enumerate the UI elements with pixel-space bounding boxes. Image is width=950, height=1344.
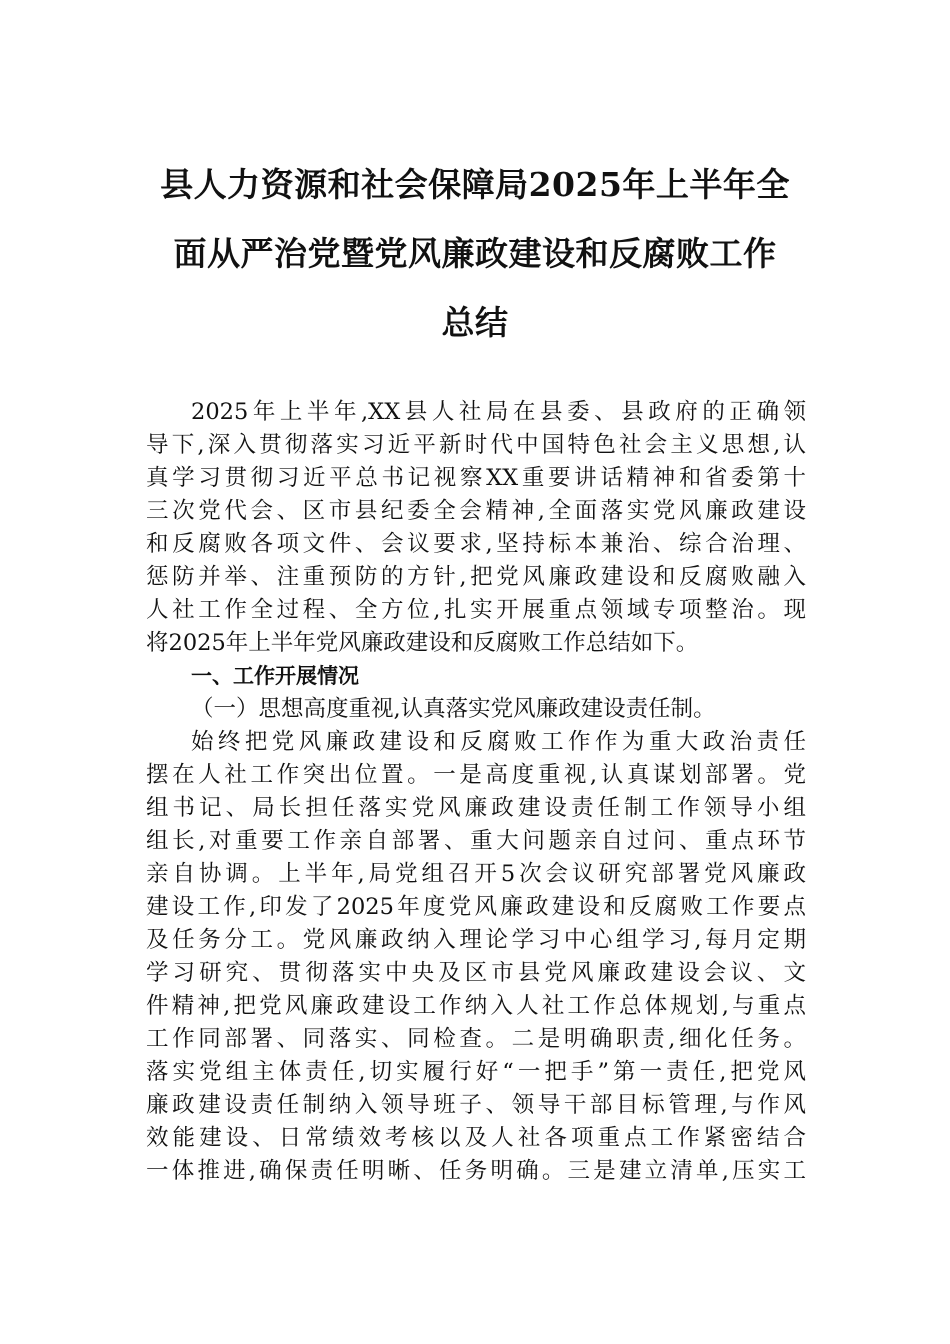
paragraph-line: 和反腐败各项文件、会议要求,坚持标本兼治、综合治理、 — [146, 531, 806, 557]
paragraph-line: 件精神,把党风廉政建设工作纳入人社工作总体规划,与重点 — [146, 993, 806, 1019]
paragraph-line: 摆在人社工作突出位置。一是高度重视,认真谋划部署。党 — [146, 762, 806, 788]
paragraph-line: 将2025年上半年党风廉政建设和反腐败工作总结如下。 — [146, 630, 699, 656]
title-line: 总结 — [441, 303, 509, 342]
subsection-heading: （一）思想高度重视,认真落实党风廉政建设责任制。 — [191, 696, 716, 722]
paragraph-line: 及任务分工。党风廉政纳入理论学习中心组学习,每月定期 — [146, 927, 806, 953]
title-line: 面从严治党暨党风廉政建设和反腐败工作 — [173, 234, 777, 273]
title-line: 县人力资源和社会保障局2025年上半年全 — [160, 165, 790, 204]
paragraph-line: 建设工作,印发了2025年度党风廉政建设和反腐败工作要点 — [146, 894, 806, 920]
paragraph-line: 人社工作全过程、全方位,扎实开展重点领域专项整治。现 — [146, 597, 806, 623]
paragraph-line: 组书记、局长担任落实党风廉政建设责任制工作领导小组 — [146, 795, 806, 821]
paragraph-line: 一体推进,确保责任明晰、任务明确。三是建立清单,压实工 — [146, 1158, 806, 1184]
paragraph-line: 真学习贯彻习近平总书记视察XX重要讲话精神和省委第十 — [146, 465, 806, 491]
body-paragraph — [146, 726, 806, 1188]
paragraph-line: 工作同部署、同落实、同检查。二是明确职责,细化任务。 — [146, 1026, 806, 1052]
paragraph-line: 学习研究、贯彻落实中央及区市县党风廉政建设会议、文 — [146, 960, 806, 986]
paragraph-line: 效能建设、日常绩效考核以及人社各项重点工作紧密结合 — [146, 1125, 806, 1151]
document-body — [146, 396, 806, 1188]
paragraph-line: 始终把党风廉政建设和反腐败工作作为重大政治责任 — [191, 729, 806, 755]
document-title — [140, 150, 810, 357]
paragraph-line: 2025年上半年,XX县人社局在县委、县政府的正确领 — [191, 399, 806, 425]
paragraph-line: 三次党代会、区市县纪委全会精神,全面落实党风廉政建设 — [146, 498, 806, 524]
paragraph-line: 组长,对重要工作亲自部署、重大问题亲自过问、重点环节 — [146, 828, 806, 854]
paragraph-line: 导下,深入贯彻落实习近平新时代中国特色社会主义思想,认 — [146, 432, 806, 458]
intro-paragraph — [146, 396, 806, 660]
paragraph-line: 廉政建设责任制纳入领导班子、领导干部目标管理,与作风 — [146, 1092, 806, 1118]
paragraph-line: 惩防并举、注重预防的方针,把党风廉政建设和反腐败融入 — [146, 564, 806, 590]
section-heading: 一、工作开展情况 — [191, 664, 359, 688]
paragraph-line: 亲自协调。上半年,局党组召开5次会议研究部署党风廉政 — [146, 861, 806, 887]
paragraph-line: 落实党组主体责任,切实履行好“一把手”第一责任,把党风 — [146, 1059, 806, 1085]
